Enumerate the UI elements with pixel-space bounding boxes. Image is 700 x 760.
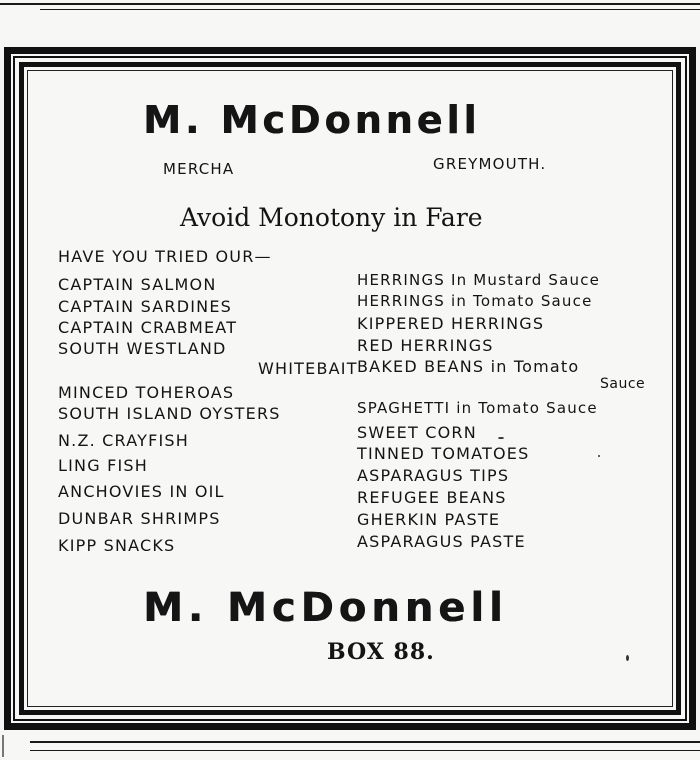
list-item: Sauce xyxy=(600,376,646,392)
header-right-text: GREYMOUTH. xyxy=(433,155,547,173)
intro-text: HAVE YOU TRIED OUR— xyxy=(58,247,272,266)
list-item: SPAGHETTI in Tomato Sauce xyxy=(357,399,598,417)
list-item: ASPARAGUS TIPS xyxy=(357,466,510,485)
top-rule xyxy=(0,3,700,5)
list-item: CAPTAIN CRABMEAT xyxy=(58,318,238,337)
list-item: DUNBAR SHRIMPS xyxy=(58,509,221,528)
list-item: CAPTAIN SARDINES xyxy=(58,297,233,316)
ink-speck xyxy=(498,437,504,439)
list-item: ASPARAGUS PASTE xyxy=(357,532,526,551)
list-item: BAKED BEANS in Tomato xyxy=(357,357,580,376)
list-item: KIPP SNACKS xyxy=(58,536,176,555)
list-item: KIPPERED HERRINGS xyxy=(357,314,545,333)
ink-speck xyxy=(598,455,600,457)
header-left-text: MERCHA xyxy=(163,160,235,178)
list-item: RED HERRINGS xyxy=(357,336,494,355)
list-item: MINCED TOHEROAS xyxy=(58,383,235,402)
ink-speck xyxy=(2,735,4,757)
list-item: HERRINGS in Tomato Sauce xyxy=(357,292,593,310)
list-item: N.Z. CRAYFISH xyxy=(58,431,190,450)
bottom-rule-thin xyxy=(30,750,700,751)
list-item: REFUGEE BEANS xyxy=(357,488,507,507)
list-item: SWEET CORN xyxy=(357,423,477,442)
footer-box: BOX 88. xyxy=(327,639,435,665)
list-item: HERRINGS In Mustard Sauce xyxy=(357,271,601,289)
list-item: ANCHOVIES IN OIL xyxy=(58,482,225,501)
list-item: SOUTH WESTLAND xyxy=(58,339,227,358)
headline: Avoid Monotony in Fare xyxy=(180,203,483,232)
list-item: LING FISH xyxy=(58,456,148,475)
footer-name: M. McDonnell xyxy=(143,585,508,631)
bottom-rule xyxy=(30,741,700,743)
top-rule-thin xyxy=(40,9,700,10)
list-item: GHERKIN PASTE xyxy=(357,510,501,529)
ink-speck xyxy=(626,655,629,661)
header-name: M. McDonnell xyxy=(143,98,481,142)
list-item: CAPTAIN SALMON xyxy=(58,275,217,294)
list-item: WHITEBAIT xyxy=(258,359,358,378)
list-item: SOUTH ISLAND OYSTERS xyxy=(58,404,281,423)
list-item: TINNED TOMATOES xyxy=(357,444,530,463)
